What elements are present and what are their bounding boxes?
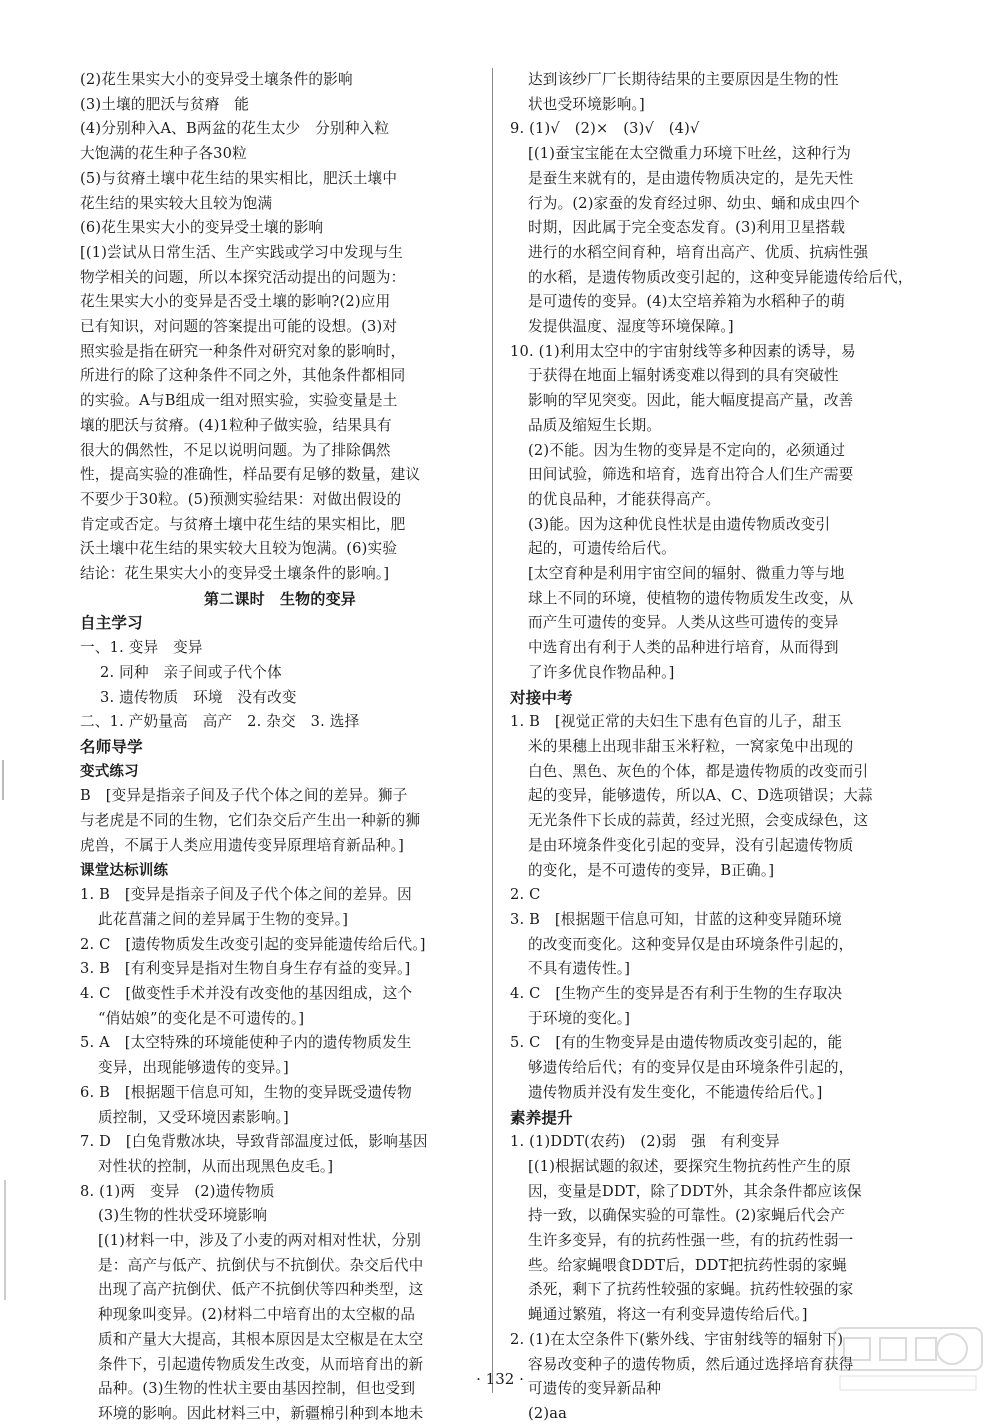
left-column-line: 花生果实大小的变异是否受土壤的影响?(2)应用: [80, 293, 391, 311]
right-column-line: 持一致，以确保实验的可靠性。(2)家蝇后代会产: [528, 1207, 846, 1225]
watermark-logo: [832, 1326, 984, 1394]
left-column-line: 环境的影响。因此材料三中，新疆棉引种到本地未: [98, 1404, 424, 1422]
left-column-line: 种现象叫变异。(2)材料二中培育出的太空椒的品: [98, 1306, 416, 1324]
right-column-line: 够遗传给后代；有的变异仅是由环境条件引起的，: [528, 1059, 854, 1077]
left-column: [80, 68, 480, 1427]
left-column-line: 物学相关的问题，所以本探究活动提出的问题为：: [80, 268, 406, 286]
left-column-line: 对性状的控制，从而出现黑色皮毛。]: [98, 1157, 334, 1175]
right-column-line: 是可遗传的变异。(4)太空培养箱为水稻种子的萌: [528, 293, 846, 311]
left-column-line: 照实验是指在研究一种条件对研究对象的影响时，: [80, 342, 406, 360]
right-column-line: 生许多变异，有的抗药性强一些，有的抗药性弱一: [528, 1232, 854, 1250]
scan-edge-shadow: [0, 0, 10, 1404]
left-column-line: 很大的偶然性，不足以说明问题。为了排除偶然: [80, 441, 391, 459]
left-column-line: 虎兽，不属于人类应用遗传变异原理培育新品种。]: [80, 836, 405, 854]
right-column-line: 素养提升: [510, 1108, 573, 1127]
right-column-line: 发提供温度、湿度等环境保障。]: [528, 318, 734, 336]
right-column-line: 于环境的变化。]: [528, 1009, 631, 1027]
right-column-line: 的水稻，是遗传物质改变引起的，这种变异能遗传给后代，: [528, 268, 913, 286]
left-column-line: 二、1. 产奶量高 高产 2. 杂交 3. 选择: [80, 713, 360, 731]
left-column-line: 性，提高实验的准确性，样品要有足够的数量，建议: [80, 466, 421, 484]
right-column-line: 9. (1)√ (2)× (3)√ (4)√: [510, 120, 700, 138]
right-column-line: 些。给家蝇喂食DDT后，DDT把抗药性弱的家蝇: [528, 1256, 847, 1274]
left-column-line: 出现了高产抗倒伏、低产不抗倒伏等四种类型，这: [98, 1281, 424, 1299]
right-column-line: 白色、黑色、灰色的个体，都是遗传物质的改变而引: [528, 762, 869, 780]
left-column-line: 此花菖蒲之间的差异属于生物的变异。]: [98, 910, 349, 928]
left-column-line: 与老虎是不同的生物，它们杂交后产生出一种新的狮: [80, 812, 421, 830]
right-column-line: 是由环境条件变化引起的变异，没有引起遗传物质: [528, 836, 854, 854]
left-column-line: 所进行的除了这种条件不同之外，其他条件都相同: [80, 367, 406, 385]
right-column-line: 的优良品种，才能获得高产。: [528, 490, 721, 508]
left-column-line: 1. B [变异是指亲子间及子代个体之间的差异。因: [80, 886, 412, 904]
right-column-line: 容易改变种子的遗传物质，然后通过选择培育获得: [528, 1355, 854, 1373]
right-column-line: 2. C: [510, 886, 541, 904]
left-column-line: 3. B [有利变异是指对生物自身生存有益的变异。]: [80, 960, 411, 978]
left-column-line: 花生结的果实较大且较为饱满: [80, 194, 273, 212]
left-column-line: 品种。(3)生物的性状主要由基因控制，但也受到: [98, 1380, 416, 1398]
left-column-line: 壤的肥沃与贫瘠。(4)1粒种子做实验，结果具有: [80, 416, 392, 434]
left-column-line: 是：高产与低产、抗倒伏与不抗倒伏。杂交后代中: [98, 1256, 424, 1274]
left-column-line: 沃土壤中花生结的果实较大且较为饱满。(6)实验: [80, 540, 398, 558]
right-column-line: 1. B [视觉正常的夫妇生下患有色盲的儿子，甜玉: [510, 713, 842, 731]
right-column-line: (2)aa: [528, 1404, 568, 1422]
left-column-line: 不要少于30粒。(5)预测实验结果：对做出假设的: [80, 490, 402, 508]
left-column-line: (3)土壤的肥沃与贫瘠 能: [80, 95, 250, 113]
left-column-line: 一、1. 变异 变异: [80, 639, 203, 657]
right-column-line: 起的，可遗传给后代。: [528, 540, 676, 558]
left-column-line: 第二课时 生物的变异: [203, 589, 356, 608]
right-column-line: 无光条件下长成的蒜黄，经过光照，会变成绿色，这: [528, 812, 869, 830]
right-column-line: [太空育种是利用宇宙空间的辐射、微重力等与地: [528, 565, 845, 583]
right-column-line: 杀死，剩下了抗药性较强的家蝇。抗药性较强的家: [528, 1281, 854, 1299]
right-column-line: (3)能。因为这种优良性状是由遗传物质改变引: [528, 515, 831, 533]
right-column-line: 而产生可遗传的变异。人类从这些可遗传的变异: [528, 614, 839, 632]
left-column-line: (4)分别种入A、B两盆的花生太少 分别种入粒: [80, 120, 390, 138]
right-column-line: 影响的罕见突变。因此，能大幅度提高产量，改善: [528, 392, 854, 410]
left-column-line: 课堂达标训练: [80, 862, 169, 879]
right-column-line: 田间试验，筛选和培育，选育出符合人们生产需要: [528, 466, 854, 484]
right-column-line: 10. (1)利用太空中的宇宙射线等多种因素的诱导，易: [510, 342, 856, 360]
left-column-line: 肯定或否定。与贫瘠土壤中花生结的果实相比，肥: [80, 515, 406, 533]
left-column-line: 5. A [太空特殊的环境能使种子内的遗传物质发生: [80, 1034, 412, 1052]
right-column-line: 4. C [生物产生的变异是否有利于生物的生存取决: [510, 985, 843, 1003]
left-column-line: 变异，出现能够遗传的变异。]: [98, 1059, 289, 1077]
right-column-line: 不具有遗传性。]: [528, 960, 631, 978]
left-column-line: “俏姑娘”的变化是不可遗传的。]: [98, 1009, 305, 1027]
right-column-line: 因，变量是DDT，除了DDT外，其余条件都应该保: [528, 1182, 862, 1200]
right-column-line: 可遗传的变异新品种: [528, 1380, 662, 1398]
right-column-line: 1. (1)DDT(农药) (2)弱 强 有利变异: [510, 1133, 780, 1151]
column-divider: [492, 68, 493, 1393]
right-column-line: 的改变而变化。这种变异仅是由环境条件引起的，: [528, 935, 854, 953]
right-column-line: 时期，因此属于完全变态发育。(3)利用卫星搭载: [528, 219, 846, 237]
right-column-line: 5. C [有的生物变异是由遗传物质改变引起的，能: [510, 1034, 843, 1052]
right-column-line: 遗传物质并没有发生变化，不能遗传给后代。]: [528, 1083, 823, 1101]
left-column-line: (2)花生果实大小的变异受土壤条件的影响: [80, 71, 353, 88]
right-column-line: [(1)根据试题的叙述，要探究生物抗药性产生的原: [528, 1157, 852, 1175]
left-column-line: [(1)材料一中，涉及了小麦的两对相对性状，分别: [98, 1232, 422, 1250]
page-number: · 132 ·: [476, 1370, 524, 1388]
left-column-line: 质控制，又受环境因素影响。]: [98, 1108, 289, 1126]
left-column-line: 质和产量大大提高，其根本原因是太空椒是在太空: [98, 1330, 424, 1348]
right-column-line: [(1)蚕宝宝能在太空微重力环境下吐丝，这种行为: [528, 145, 852, 163]
left-column-line: 已有知识，对问题的答案提出可能的设想。(3)对: [80, 318, 398, 336]
right-column-line: 于获得在地面上辐射诱变难以得到的具有突破性: [528, 367, 839, 385]
left-column-line: 6. B [根据题干信息可知，生物的变异既受遗传物: [80, 1083, 412, 1101]
left-column-line: (5)与贫瘠土壤中花生结的果实相比，肥沃土壤中: [80, 169, 398, 187]
left-column-line: [(1)尝试从日常生活、生产实践或学习中发现与生: [80, 243, 404, 261]
right-column-line: 2. (1)在太空条件下(紫外线、宇宙射线等的辐射下): [510, 1330, 844, 1348]
left-column-line: 2. C [遗传物质发生改变引起的变异能遗传给后代。]: [80, 935, 426, 953]
left-column-line: 的实验。A与B组成一组对照实验，实验变量是土: [80, 392, 398, 410]
right-column-line: 行为。(2)家蚕的发育经过卵、幼虫、蛹和成虫四个: [528, 194, 860, 212]
left-column-line: B [变异是指亲子间及子代个体之间的差异。狮子: [80, 787, 408, 805]
left-column-line: 大饱满的花生种子各30粒: [80, 145, 247, 163]
right-column: [510, 68, 918, 1427]
left-column-line: 3. 遗传物质 环境 没有改变: [100, 688, 297, 706]
left-column-line: 8. (1)两 变异 (2)遗传物质: [80, 1182, 275, 1200]
right-column-line: 3. B [根据题干信息可知，甘蓝的这种变异随环境: [510, 910, 842, 928]
left-column-line: 7. D [白兔背敷冰块，导致背部温度过低，影响基因: [80, 1133, 428, 1151]
right-column-line: 中选育出有利于人类的品种进行培育，从而得到: [528, 639, 839, 657]
right-column-line: 是蚕生来就有的，是由遗传物质决定的，是先天性: [528, 169, 854, 187]
right-column-line: 的变化，是不可遗传的变异，B正确。]: [528, 861, 775, 879]
right-column-line: (2)不能。因为生物的变异是不定向的，必须通过: [528, 441, 846, 459]
right-column-line: 了许多优良作物品种。]: [528, 663, 675, 681]
right-column-line: 对接中考: [510, 688, 573, 707]
left-column-line: 2. 同种 亲子间或子代个体: [100, 663, 282, 681]
right-column-line: 起的变异，能够遗传，所以A、C、D选项错误；大蒜: [528, 787, 873, 805]
left-column-line: 自主学习: [80, 614, 143, 633]
right-column-line: 状也受环境影响。]: [528, 95, 645, 113]
left-column-line: 名师导学: [80, 737, 143, 756]
left-column-line: (3)生物的性状受环境影响: [98, 1207, 268, 1225]
right-column-line: 品质及缩短生长期。: [528, 416, 662, 434]
left-column-line: 变式练习: [80, 763, 139, 780]
left-column-line: (6)花生果实大小的变异受土壤的影响: [80, 219, 324, 237]
left-column-line: 4. C [做变性手术并没有改变他的基因组成，这个: [80, 985, 413, 1003]
right-column-line: 进行的水稻空间育种，培育出高产、优质、抗病性强: [528, 243, 869, 261]
right-column-line: 达到该纱厂厂长期待结果的主要原因是生物的性: [528, 71, 839, 88]
left-column-line: 结论：花生果实大小的变异受土壤条件的影响。]: [80, 565, 390, 583]
right-column-line: 蝇通过繁殖，将这一有利变异遗传给后代。]: [528, 1306, 808, 1324]
left-column-line: 条件下，引起遗传物质发生改变，从而培育出的新: [98, 1355, 424, 1373]
right-column-line: 米的果穗上出现非甜玉米籽粒，一窝家兔中出现的: [528, 737, 854, 755]
right-column-line: 球上不同的环境，使植物的遗传物质发生改变，从: [528, 589, 854, 607]
